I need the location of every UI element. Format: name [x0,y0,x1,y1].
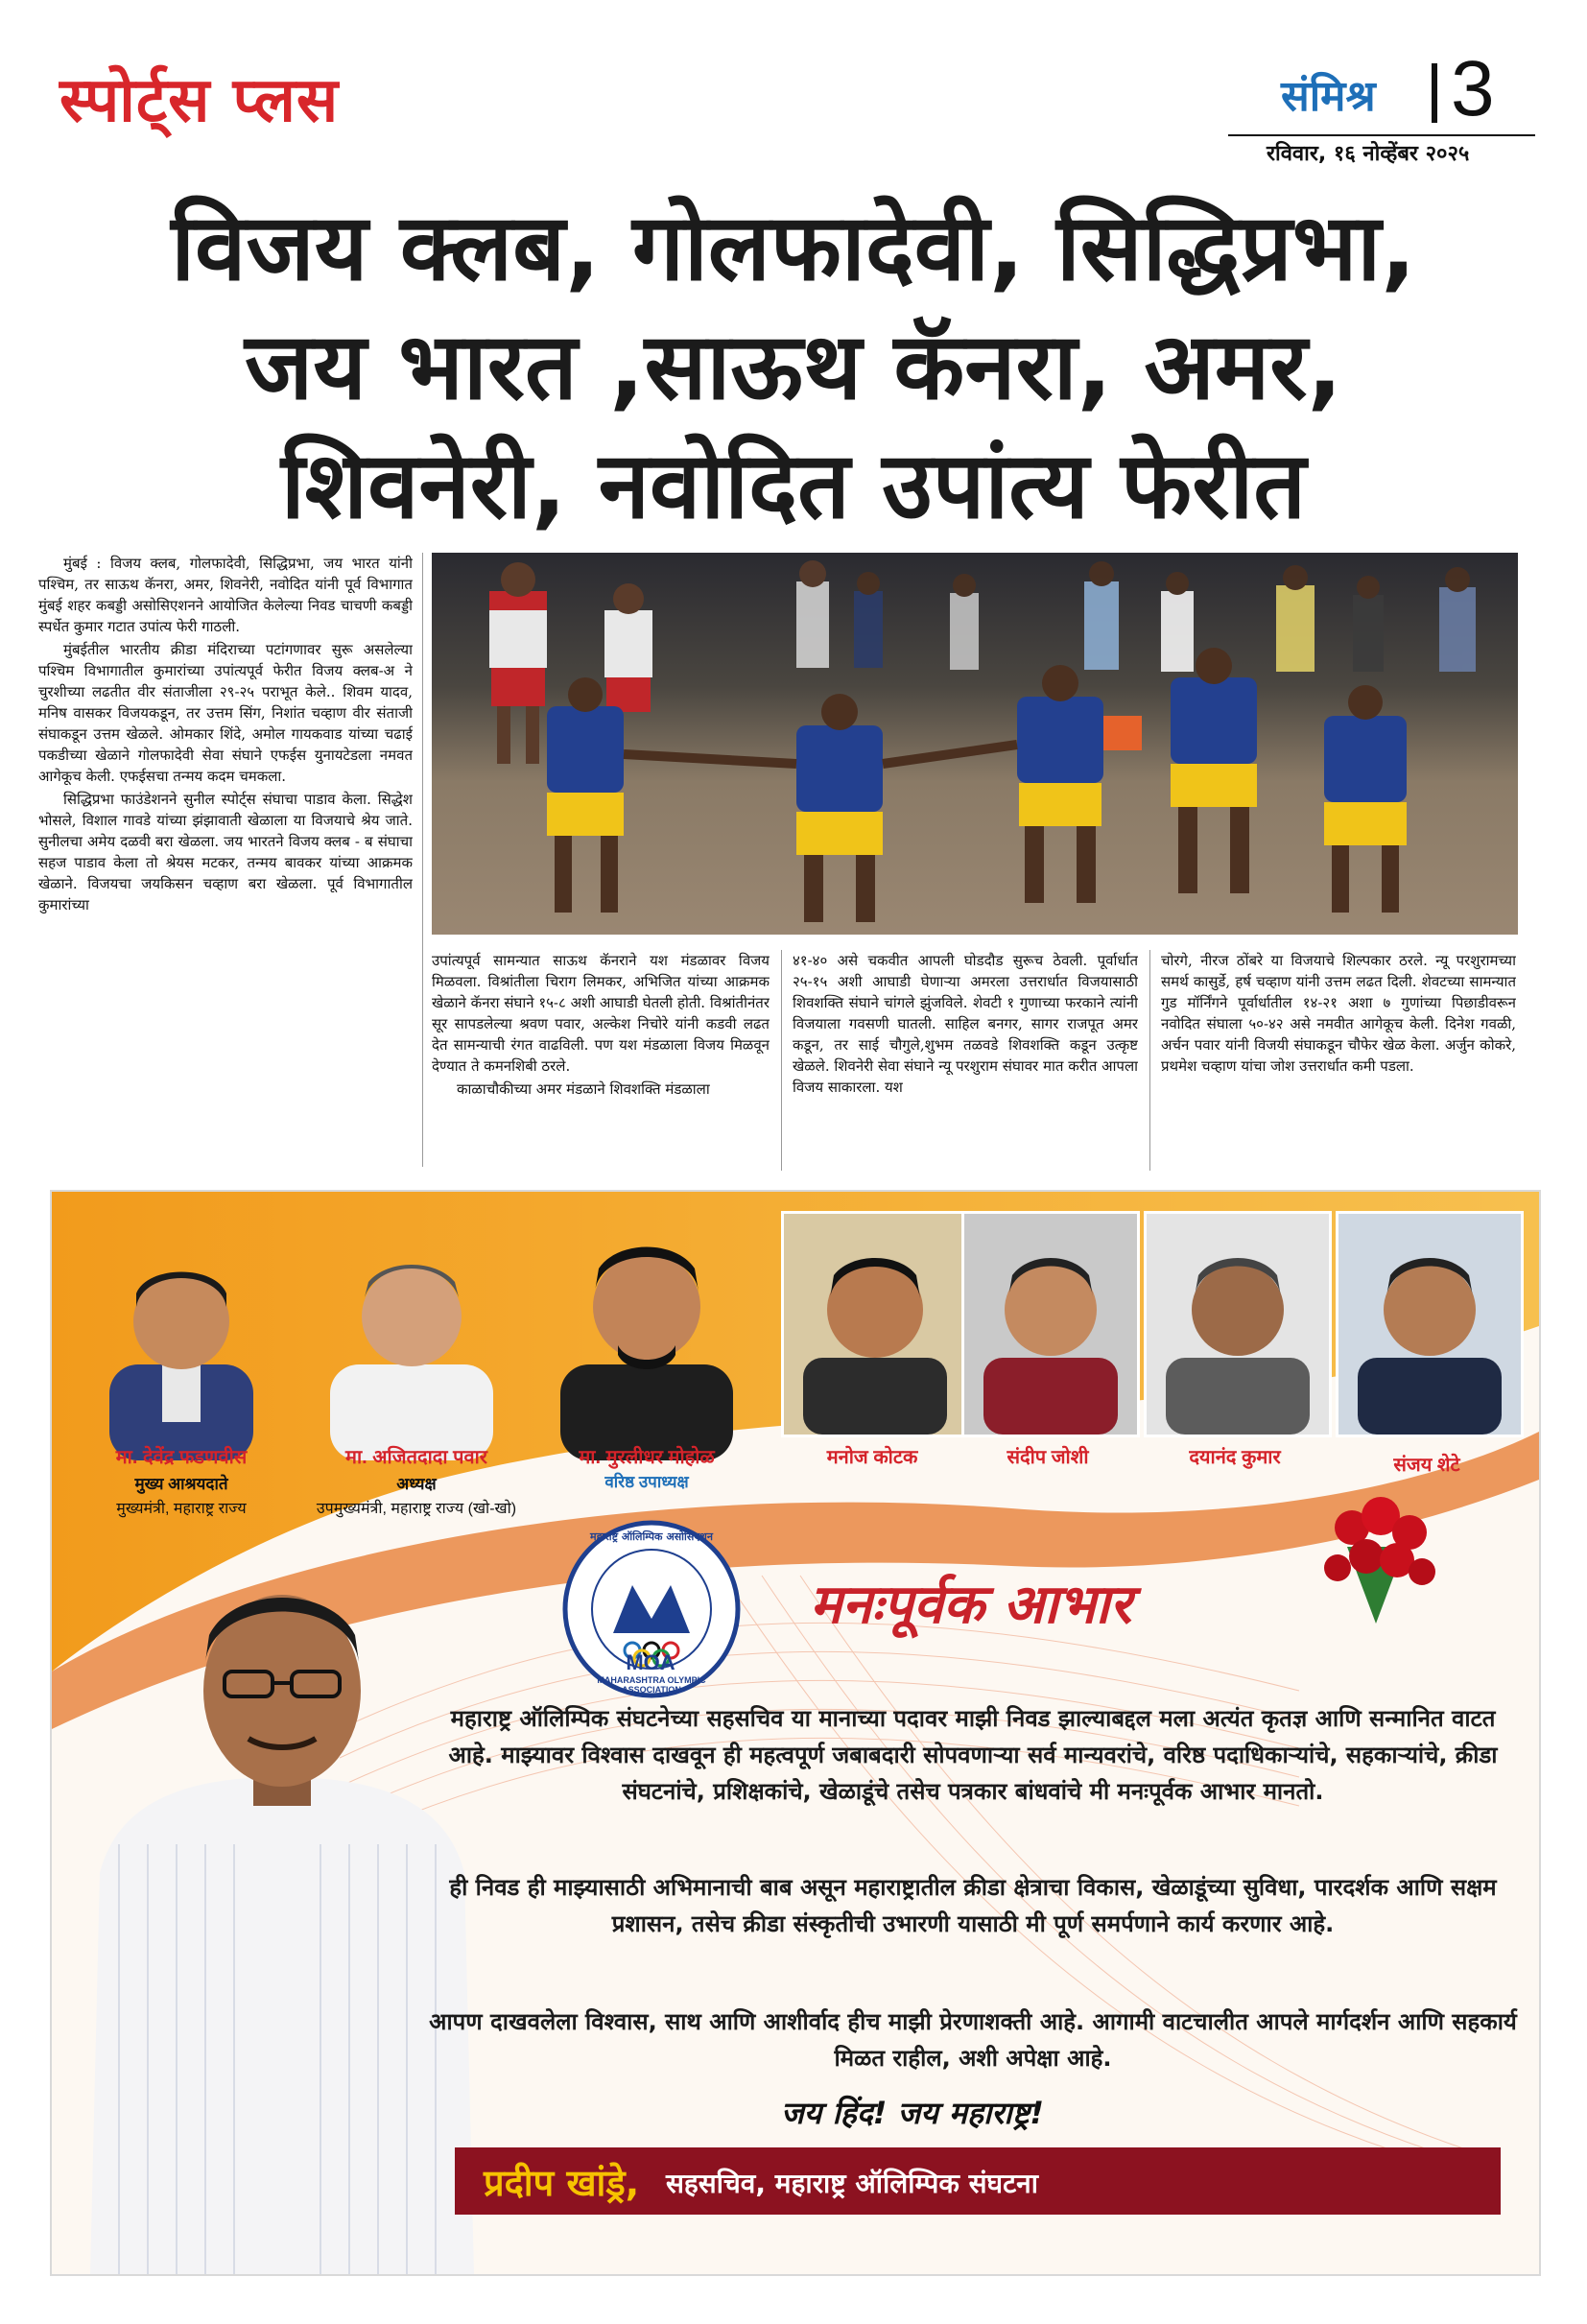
page-number: 3 [1451,45,1495,132]
person-photo [71,1240,292,1460]
person-role: मुख्य आश्रयदाते [134,1475,228,1493]
section-name: संमिश्र [1281,72,1376,121]
portrait-sanjay-shete [1336,1211,1524,1437]
thanks-message-3: आपण दाखवलेला विश्वास, साथ आणि आशीर्वाद हीच माझी प्रेरणाशक्ती आहे. आगामी वाटचालीत आपले मार्गदर्शन आणि सहकार्य मिळत राहील, अशी अपेक्षा आहे. [429,2008,1517,2072]
person-designation: मुख्यमंत्री, महाराष्ट्र राज्य [116,1501,247,1517]
person-name: संदीप जोशी [1007,1447,1089,1468]
article-column-2 [432,950,770,1173]
article-paragraph: चोरगे, नीरज ठोंबरे या विजयाचे शिल्पकार ठरले. न्यू परशुरामच्या समर्थ कासुर्डे, हर्ष चव्हाण यांनी उत्तम लढत दिली. शेवटच्या सामन्यात गुड मॉर्निंगने पूर्वार्धातील १४-२१ अशा ७ गुणांच्या पिछाडीवरून नवोदित संघाला ५०-४२ असे नमवीत आगेकूच केली. दिनेश गवळी, अर्चन पवार यांनी विजयी संघाकडून चौफेर खेळ केला. अर्जुन कोकरे, प्रथमेश चव्हाण यांचा जोश उत्तरार्धात कमी पडला. [1161,952,1516,1075]
portrait-muralidhar-mohol [532,1211,762,1460]
slogan: जय हिंद! जय महाराष्ट्र! [781,2095,1044,2131]
thanks-message-2: ही निवड ही माझ्यासाठी अभिमानाची बाब असून महाराष्ट्रातील क्रीडा क्षेत्राचा विकास, खेळाडूंच्या सुविधा, पारदर्शक आणि सक्षम प्रशासन, तसेच क्रीडा संस्कृतीची उभारणी यासाठी मी पूर्ण समर्पणाने कार्य करणार आहे. [449,1874,1497,1937]
person-name: मनोज कोटक [826,1447,918,1468]
date-rule [1228,134,1535,136]
person-role: अध्यक्ष [396,1475,437,1493]
column-divider [781,950,782,1171]
headline-line-3: शिवनेरी, नवोदित उपांत्य फेरीत [280,432,1307,539]
logo-mark: MOA [626,1650,675,1674]
person-photo [301,1230,522,1460]
article-paragraph: सिद्धिप्रभा फाउंडेशनने सुनील स्पोर्ट्स संघाचा पाडाव केला. सिद्धेश भोसले, विशाल गावडे यांच्या झंझावाती खेळाला या विजयाचे श्रेय जाते. सुनीलचा अमेय दळवी बरा खेळला. जय भारतने विजय क्लब - ब संघाचा सहज पाडाव केला तो श्रेयस मटकर, तन्मय बावकर यांच्या आक्रमक खेळाने. विजयचा जयकिसन चव्हाण बरा खेळला. पूर्व विभागातील कुमारांच्या [38,791,413,913]
person-name: संजय शेटे [1393,1455,1460,1476]
portrait-dayanand-kumar [1144,1211,1332,1437]
portrait-devendra-fadnavis [71,1240,292,1460]
roses-illustration [1309,1480,1443,1633]
kabaddi-match-photo [432,553,1518,935]
portrait-manoj-kotak [781,1211,969,1437]
portrait-ajitdada-pawar [301,1230,522,1460]
logo-top-text: महाराष्ट्र ऑलिम्पिक असोसिएशन [590,1530,713,1543]
article-column-4 [1161,950,1516,1173]
person-photo [964,1214,1137,1435]
column-divider [1149,950,1150,1171]
article-column-1 [38,553,413,1157]
signatory-portrait [81,1556,484,2274]
article-paragraph: उपांत्यपूर्व सामन्यात साऊथ कॅनराने यश मंडळावर विजय मिळवला. विश्रांतीला चिराग लिमकर, अभिजित यांच्या आक्रमक खेळाने कॅनरा संघाने १५-८ अशी आघाडी घेतली होती. विश्रांतीनंतर सूर सापडलेल्या श्रवण पवार, अल्केश निचोरे यांनी कडवी लढत देत सामन्याची रंगत वाढविली. पण यश मंडळाला विजय मिळवून देण्यात ते कमनशिबी ठरले. [432,952,770,1075]
article-paragraph: मुंबई : विजय क्लब, गोलफादेवी, सिद्धिप्रभा, जय भारत यांनी पश्चिम, तर साऊथ कॅनरा, अमर, शिवनेरी, नवोदित यांनी पूर्व विभागात मुंबई शहर कबड्डी असोसिएशनने आयोजित केलेल्या निवड चाचणी कबड्डी स्पर्धेत कुमार गटात उपांत्य फेरी गाठली. [38,555,413,635]
signatory-title: सहसचिव, महाराष्ट्र ऑलिम्पिक संघटना [666,2168,1038,2199]
person-name: दयानंद कुमार [1189,1447,1281,1468]
article-column-3 [793,950,1138,1173]
person-name: मा. मुरलीधर मोहोळ [579,1447,715,1468]
person-designation: उपमुख्यमंत्री, महाराष्ट्र राज्य (खो-खो) [316,1501,517,1517]
column-divider [422,553,423,1167]
signatory-photo [81,1556,484,2274]
article-paragraph: मुंबईतील भारतीय क्रीडा मंदिराच्या पटांगणावर सुरू असलेल्या पश्चिम विभागातील कुमारांच्या उपांत्यपूर्व फेरीत विजय क्लब-अ ने चुरशीच्या लढतीत वीर संताजीला २९-२५ पराभूत केले.. शिवम यादव, मनिष वासकर विजयकडून, तर उत्तम सिंग, निशांत चव्हाण वीर संताजी संघाकडून उत्तम खेळले. ओमकार शिंदे, अमोल गायकवाड यांच्या चढाई पकडीच्या खेळाने गोलफादेवी सेवा संघाने एफईस युनायटेडला नमवत आगेकूच केली. एफईसचा तन्मय कदम चमकला. [38,641,413,785]
article-paragraph: ४१-४० असे चकवीत आपली घोडदौड सुरूच ठेवली. पूर्वार्धात २५-१५ अशी आघाडी घेणाऱ्या अमरला उत्तरार्धात विजयासाठी शिवशक्ति संघाने चांगले झुंजविले. शेवटी १ गुणाच्या फरकाने त्यांनी विजयाला गवसणी घातली. साहिल बनगर, सागर राजपूत अमर कडून, तर साई चौगुले,शुभम तळवडे शिवशक्ति कडून उत्कृष्ट खेळले. शिवनेरी सेवा संघाने न्यू परशुराम संघावर मात करीत आपला विजय साकारला. यश [793,952,1138,1096]
person-photo [532,1211,762,1460]
date-line: रविवार, १६ नोव्हेंबर २०२५ [1267,142,1470,166]
kabaddi-photo-illustration [432,553,1518,935]
roses-bouquet-icon [1309,1480,1443,1633]
headline-line-2: जय भारत ,साऊथ कॅनरा, अमर, [245,313,1342,420]
signatory-name: प्रदीप खांड्रे, [484,2162,640,2204]
thank-you-advertisement [50,1190,1541,2276]
portrait-sandeep-joshi [961,1211,1140,1437]
masthead-separator [1432,63,1437,123]
article-paragraph: काळाचौकीच्या अमर मंडळाने शिवशक्ति मंडळाला [457,1080,710,1098]
brand-title: स्पोर्ट्स प्लस [59,65,340,136]
thanks-title: मनःपूर्वक आभार [810,1574,1132,1636]
person-name: मा. देवेंद्र फडणवीस [115,1447,248,1468]
headline [38,188,1549,545]
person-name: मा. अजितदादा पवार [345,1447,487,1468]
thanks-message-1: महाराष्ट्र ऑलिम्पिक संघटनेच्या सहसचिव या मानाच्या पदावर माझी निवड झाल्याबद्दल मला अत्यंत कृतज्ञ आणि सन्मानित वाटत आहे. माझ्यावर विश्वास दाखवून ही महत्वपूर्ण जबाबदारी सोपवणाऱ्या सर्व मान्यवरांचे, वरिष्ठ पदाधिकाऱ्यांचे, सहकाऱ्यांचे, क्रीडा संघटनांचे, प्रशिक्षकांचे, खेळाडूंचे तसेच पत्रकार बांधवांचे मी मनःपूर्वक आभार मानतो. [448,1705,1498,1805]
person-photo [784,1214,966,1435]
headline-line-1: विजय क्लब, गोलफादेवी, सिद्धिप्रभा, [171,194,1416,301]
logo-bottom-text: MAHARASHTRA OLYMPIC ASSOCIATION [597,1675,706,1695]
person-role: वरिष्ठ उपाध्यक्ष [604,1473,689,1491]
person-photo [1147,1214,1329,1435]
person-photo [1338,1214,1521,1435]
